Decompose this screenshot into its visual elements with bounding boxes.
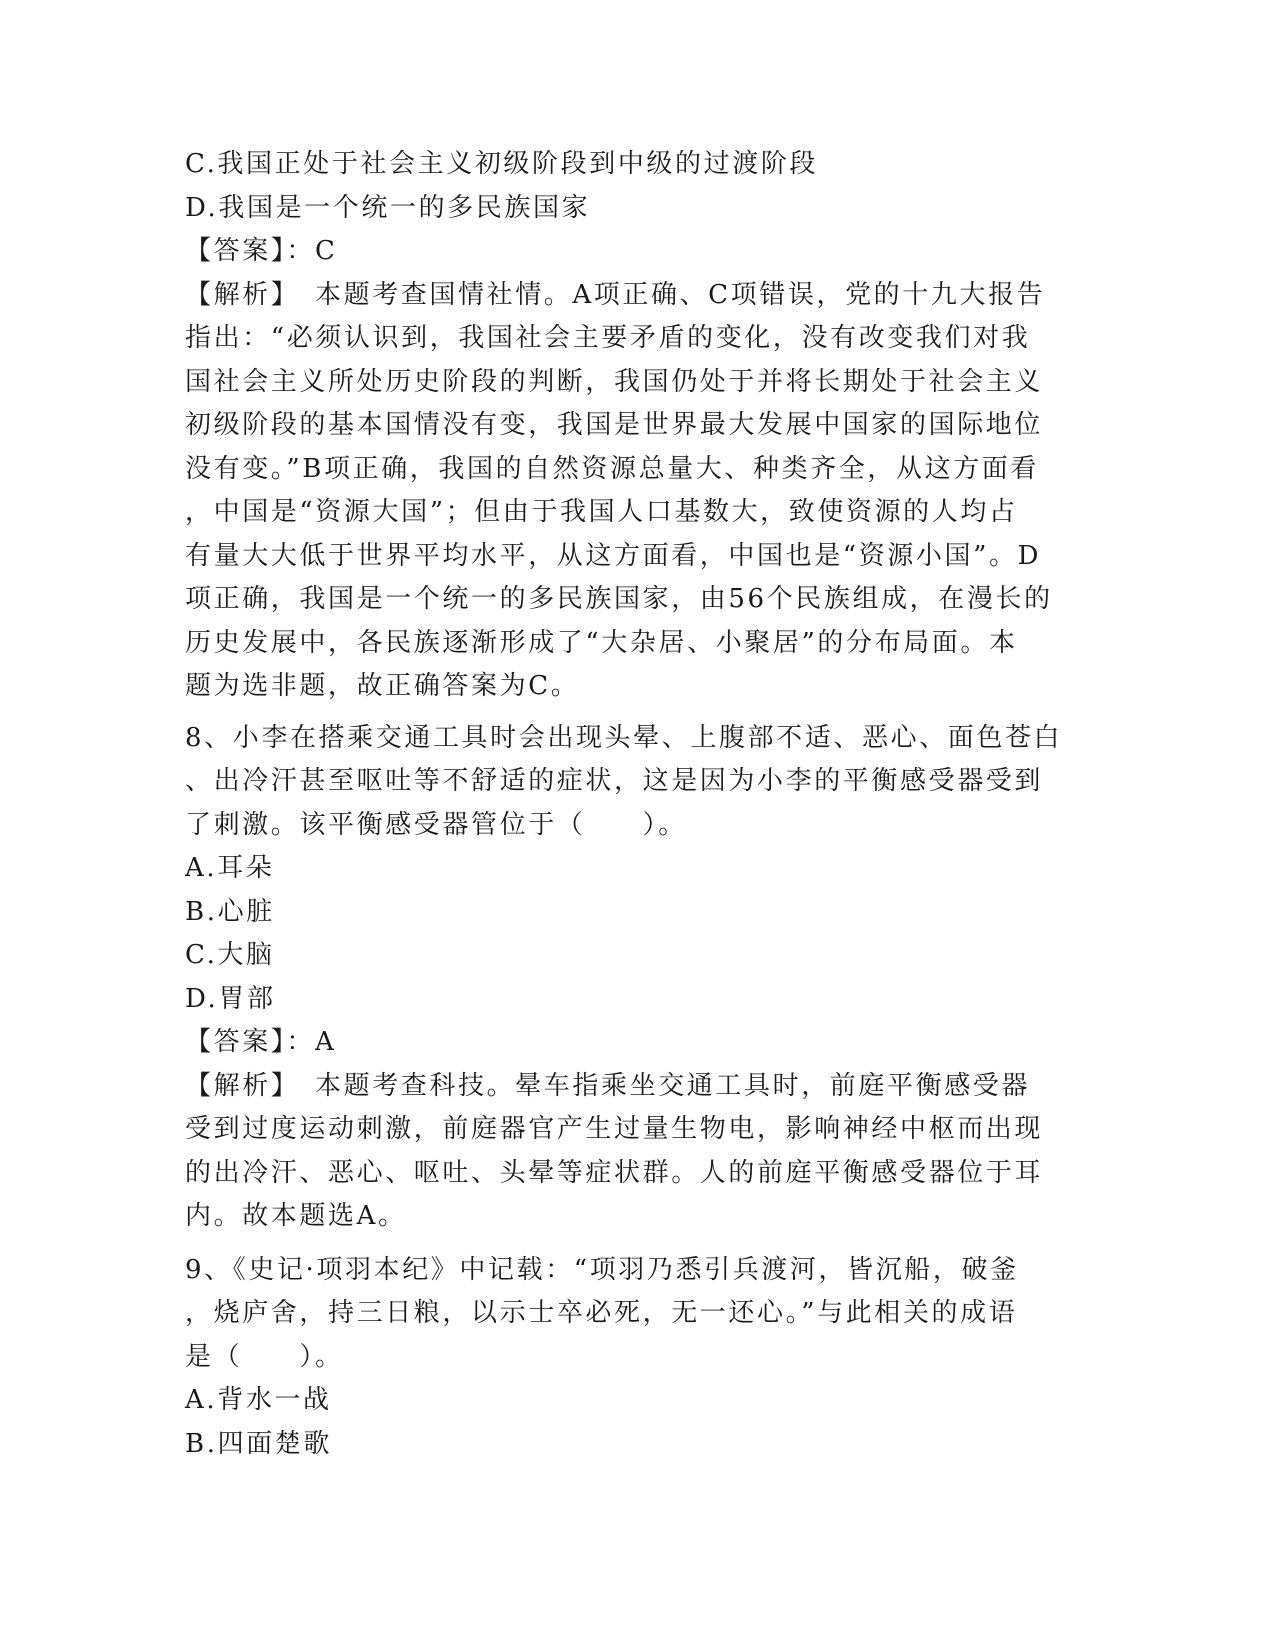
question-stem: 9、《史记·项羽本纪》中记载：“项羽乃悉引兵渡河，皆沉船，破釜 bbox=[185, 1254, 1019, 1285]
option-b: B.四面楚歌 bbox=[185, 1428, 332, 1459]
analysis-line: 【解析】 本题考查科技。晕车指乘坐交通工具时，前庭平衡感受器 bbox=[185, 1070, 1031, 1101]
question-9 bbox=[185, 1249, 1085, 1467]
analysis-line: 国社会主义所处历史阶段的判断，我国仍处于并将长期处于社会主义 bbox=[185, 366, 1044, 397]
question-8 bbox=[185, 717, 1085, 1239]
analysis-line: 的出冷汗、恶心、呕吐、头晕等症状群。人的前庭平衡感受器位于耳 bbox=[185, 1157, 1044, 1188]
analysis-line: 题为选非题，故正确答案为C。 bbox=[185, 671, 580, 701]
question-stem: 了刺激。该平衡感受器管位于（ ）。 bbox=[185, 809, 687, 840]
option-c: C.我国正处于社会主义初级阶段到中级的过渡阶段 bbox=[185, 149, 819, 179]
analysis-line: 项正确，我国是一个统一的多民族国家，由56个民族组成，在漫长的 bbox=[185, 584, 1053, 614]
question-7-tail bbox=[185, 143, 1085, 709]
question-stem: 8、小李在搭乘交通工具时会出现头晕、上腹部不适、恶心、面色苍白 bbox=[185, 722, 1063, 753]
option-b: B.心脏 bbox=[185, 896, 275, 927]
document-page bbox=[185, 143, 1085, 1466]
analysis-line: 指出：“必须认识到，我国社会主要矛盾的变化，没有改变我们对我 bbox=[185, 323, 1031, 353]
option-a: A.耳朵 bbox=[185, 853, 275, 883]
answer-line: 【答案】：A bbox=[185, 1027, 337, 1057]
analysis-line: 有量大大低于世界平均水平，从这方面看，中国也是“资源小国”。D bbox=[185, 540, 1042, 571]
analysis-line: 历史发展中，各民族逐渐形成了“大杂居、小聚居”的分布局面。本 bbox=[185, 627, 1018, 658]
analysis-line: 初级阶段的基本国情没有变，我国是世界最大发展中国家的国际地位 bbox=[185, 410, 1044, 440]
option-d: D.胃部 bbox=[185, 983, 276, 1014]
option-c: C.大脑 bbox=[185, 940, 275, 970]
analysis-line: 没有变。”B项正确，我国的自然资源总量大、种类齐全，从这方面看 bbox=[185, 453, 1039, 484]
analysis-line: 【解析】 本题考查国情社情。A项正确、C项错误，党的十九大报告 bbox=[185, 279, 1046, 310]
question-stem: ，烧庐舍，持三日粮，以示士卒必死，无一还心。”与此相关的成语 bbox=[185, 1298, 1018, 1328]
option-a: A.背水一战 bbox=[185, 1385, 332, 1415]
answer-line: 【答案】：C bbox=[185, 236, 338, 266]
question-stem: 、出冷汗甚至呕吐等不舒适的症状，这是因为小李的平衡感受器受到 bbox=[185, 766, 1044, 796]
question-stem: 是（ ）。 bbox=[185, 1341, 344, 1372]
option-d: D.我国是一个统一的多民族国家 bbox=[185, 192, 591, 223]
analysis-line: ，中国是“资源大国”；但由于我国人口基数大，致使资源的人均占 bbox=[185, 497, 1018, 527]
analysis-line: 内。故本题选A。 bbox=[185, 1201, 407, 1231]
analysis-line: 受到过度运动刺激，前庭器官产生过量生物电，影响神经中枢而出现 bbox=[185, 1114, 1044, 1144]
